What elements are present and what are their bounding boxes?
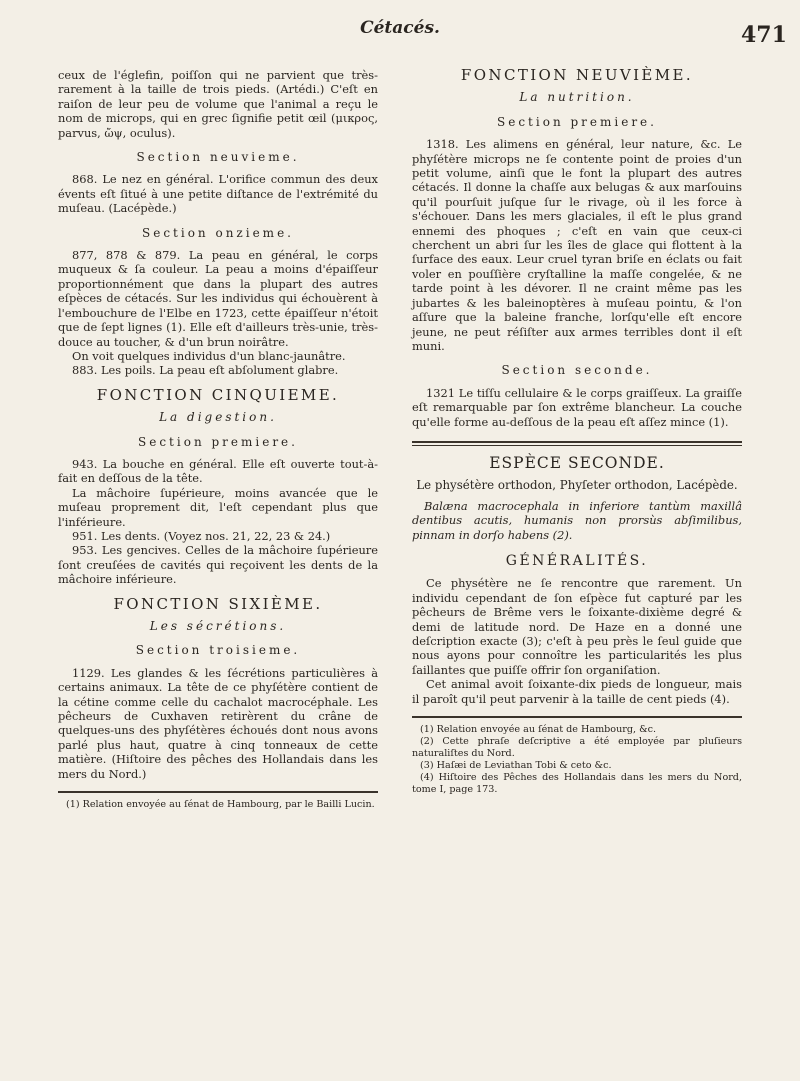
paragraph-microps-name: ceux de l'églefin, poiſſon qui ne parvient que très-rarement à la taille de trois pieds. (Artédi.) C'eſt en raiſon de leur peu de volume que l'animal a reçu le nom de microps, qui en grec ſignifie petit œil (μικρος, parvus, ὤψ, oculus). — [58, 68, 378, 140]
footnote-divider-right — [412, 716, 742, 718]
left-column — [58, 68, 378, 811]
paragraph-1318: 1318. Les alimens en général, leur nature, &c. Le phyſétère microps ne ſe contente point de proies d'un petit volume, ainſi que le font la plupart des autres cétacés. Il donne la chaſſe aux belugas & aux marſouins qu'il pourſuit juſque ſur le rivage, où il les force à s'échouer. Dans les mers glaciales, il eſt le plus grand ennemi des phoques ; c'eſt en vain que ceux-ci cherchent un abri ſur les îles de glace qui flottent à la ſurface des eaux. Leur cruel tyran briſe en éclats ou fait voler en pouſſière cryſtalline la maſſe congelée, & ne tarde point à les dévorer. Il ne craint même pas les jubartes & les baleinoptères à muſeau pointu, & l'on aſſure que la baleine franche, lorſqu'elle eſt encore jeune, ne peut réſiſter aux armes terribles dont il eſt muni. — [412, 137, 742, 353]
function-heading-6: FONCTION SIXIÈME. — [113, 594, 323, 613]
right-column — [412, 68, 742, 796]
paragraph-877b: On voit quelques individus d'un blanc-jaunâtre. — [72, 348, 346, 363]
function-subheading-digestion: La digestion. — [159, 410, 277, 425]
page-number: 471 — [741, 22, 787, 48]
paragraph-1321: 1321 Le tiſſu cellulaire & le corps graiſſeux. La graiſſe eſt remarquable par ſon extrême blancheur. La couche qu'elle forme au-deſſous de la peau eſt aſſez mince (1). — [412, 385, 742, 429]
paragraph-943: 943. La bouche en général. Elle eſt ouverte tout-à-fait en deſſous de la tête. — [58, 456, 378, 486]
paragraph-generalites-2: Cet animal avoit ſoixante-dix pieds de longueur, mais il paroît qu'il peut parvenir à la taille de cent pieds (4). — [412, 677, 742, 706]
section-heading-2: Section seconde. — [501, 363, 653, 378]
footnote-right-3: (3) Haſæi de Leviathan Tobi & ceto &c. — [420, 760, 612, 772]
species-heading: ESPÈCE SECONDE. — [489, 453, 665, 472]
paragraph-generalites-1: Ce physétère ne ſe rencontre que rarement. Un individu cependant de ſon eſpèce fut capturé par les pêcheurs de Brême vers le ſoixante-dixième degré & demi de latitude nord. De Haze en a donné une deſcription exacte (3); c'eſt à peu près le ſeul guide que nous ayons pour connoître les particularités les plus ſaillantes que puiſſe offrir ſon organiſation. — [412, 576, 742, 677]
function-subheading-nutrition: La nutrition. — [519, 90, 635, 105]
function-heading-9: FONCTION NEUVIÈME. — [460, 66, 694, 84]
paragraph-951: 951. Les dents. (Voyez nos. 21, 22, 23 & 24.) — [72, 528, 331, 543]
function-subheading-secretions: Les sécrétions. — [149, 619, 287, 633]
footnote-right-4: (4) Hiſtoire des Pêches des Hollandais dans les mers du Nord, tome I, page 173. — [412, 772, 742, 796]
footnote-divider — [58, 791, 378, 793]
function-heading-5: FONCTION CINQUIEME. — [96, 385, 340, 404]
section-heading-1: Section premiere. — [138, 434, 298, 449]
paragraph-1129: 1129. Les glandes & les ſécrétions particulières à certains animaux. La tête de ce phyſétère contient de la cétine comme celle du cachalot macrocéphale. Les pêcheurs de Cuxhaven retirèrent du crâne de quelques-uns des phyſétères échoués dont nous avons parlé plus haut, quatre à cinq tonneaux de cette matière. (Hiſtoire des pêches des Hollandais dans les mers du Nord.) — [58, 665, 378, 781]
latin-description: Balæna macrocephala in inferiore tantùm maxillâ dentibus acutis, humanis non prorsùs abſimilibus, pinnam in dorſo habens (2). — [412, 498, 742, 542]
section-heading-3: Section troisieme. — [135, 643, 301, 658]
section-heading-11: Section onzieme. — [142, 225, 294, 240]
generalites-heading: GÉNÉRALITÉS. — [505, 552, 649, 569]
section-heading-9: Section neuvieme. — [136, 150, 300, 165]
species-divider — [412, 441, 742, 446]
species-name: Le physétère orthodon, Phyſeter orthodon, Lacépède. — [416, 478, 738, 493]
running-header: Cétacés. — [360, 18, 440, 38]
paragraph-877: 877, 878 & 879. La peau en général, le corps muqueux & ſa couleur. La peau a moins d'épaiſſeur proportionnément que dans la plupart des autres eſpèces de cétacés. Sur les individus qui échouèrent à l'embouchure de l'Elbe en 1723, cette épaiſſeur n'étoit que de ſept lignes (1). Elle eſt d'ailleurs très-unie, très-douce au toucher, & d'un brun noirâtre. — [58, 248, 378, 349]
footnote-right-1: (1) Relation envoyée au ſénat de Hambourg, &c. — [420, 724, 657, 736]
paragraph-953: 953. Les gencives. Celles de la mâchoire ſupérieure ſont creuſées de cavités qui reçoivent les dents de la mâchoire inférieure. — [58, 543, 378, 587]
paragraph-943b: La mâchoire ſupérieure, moins avancée que le muſeau proprement dit, l'eſt cependant plus que l'inférieure. — [58, 485, 378, 529]
paragraph-883: 883. Les poils. La peau eſt abſolument glabre. — [72, 363, 339, 378]
paragraph-868: 868. Le nez en général. L'orifice commun des deux évents eſt ſitué à une petite diſtance de l'extrémité du muſeau. (Lacépède.) — [58, 172, 378, 216]
section-heading-1-right: Section premiere. — [497, 114, 657, 129]
footnote-left-1: (1) Relation envoyée au ſénat de Hambourg, par le Bailli Lucin. — [66, 799, 375, 811]
footnote-right-2: (2) Cette phraſe deſcriptive a été employée par pluſieurs naturaliſtes du Nord. — [412, 736, 742, 760]
